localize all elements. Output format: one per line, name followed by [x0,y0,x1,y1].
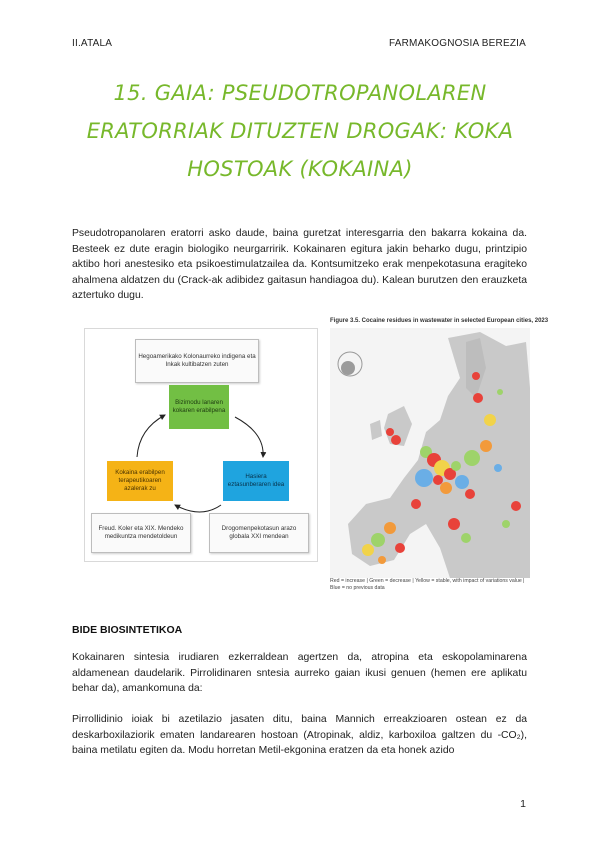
city-bubble [433,475,443,485]
city-bubble [448,518,460,530]
intro-paragraph: Pseudotropanolaren eratorri asko daude, baina guretzat interesgarria den bakarra kokaina da. Besteek ez dute eragin biologiko neurgarririk. Kokainaren egitura jakin beharko dugu, printzipio aktibo hori anestesiko eta psikoestimulatzailea da. Kontsumitzeko erak menpekotasuna eragiteko ahalmena aldatzen du (Crack-ak adibidez gaitasun handiagoa du). Kalean burutzen den erauzketa aztertuko dugu. [72,228,527,302]
diagram-box-right: Hasiera eztasunberaren idea [223,461,289,501]
arrow-center-to-right [235,417,263,457]
size-key-small [341,361,355,375]
title-line-2: ERATORRIAK DITUZTEN DROGAK: KOKA [86,119,514,143]
map-caption: Figure 3.5. Cocaine residues in wastewater in selected European cities, 2023 [330,318,549,324]
city-bubble [461,533,471,543]
city-bubble [473,393,483,403]
arrow-right-to-left [175,505,221,512]
diagram-box-center: Bizimodu lanaren kokaren erabilpena [169,385,229,429]
city-bubble [386,428,394,436]
city-bubble [497,389,503,395]
header-right: FARMAKOGNOSIA BEREZIA [388,38,526,49]
city-bubble [384,522,396,534]
map-svg [330,328,530,578]
city-bubble [451,461,461,471]
city-bubble [480,440,492,452]
city-bubble [415,469,433,487]
city-bubble [371,533,385,547]
section-title: BIDE BIOSINTETIKOA [72,624,183,636]
diagram-box-top: Hegoamerikako Kolonaurreko indigena eta Inkak kultibatzen zuten [135,339,259,383]
cocaine-history-diagram [84,328,318,562]
city-bubble [484,414,496,426]
europe-cocaine-map [330,318,549,598]
city-bubble [455,475,469,489]
page-title [60,74,540,188]
paragraph-2: Pirrollidinio ioiak bi azetilazio jasaten ditu, baina Mannich erreakzioaren ostean ez da deskarboxilaziorik ematen landarearen hostoan (Atropinak, aldiz, karboxiloa galtzen du -CO₂), baina metilatu egiten da. Modu horretan Metil-ekgonina eratzen da eta honek azido [72,714,527,757]
diagram-box-left: Kokaina erabilpen terapeutikoaren azalerak zu [107,461,173,501]
title-line-1: 15. GAIA: PSEUDOTROPANOLAREN [113,81,487,105]
header-left: II.ATALA [72,38,113,49]
city-bubble [395,543,405,553]
arrow-left-to-center [137,415,165,457]
city-bubble [494,464,502,472]
city-bubble [378,556,386,564]
title-line-3: HOSTOAK (KOKAINA) [187,157,413,181]
paragraph-1: Kokainaren sintesia irudiaren ezkerraldean agertzen da, atropina eta eskopolaminarena aldamenean daudelarik. Pirrolidinaren sntesia aurreko gaian ikusi genuen (hemen ere aplikatu behar da), amankomuna da: [72,652,527,695]
city-bubble [502,520,510,528]
city-bubble [411,499,421,509]
diagram-box-bottom-left: Freud. Koler eta XIX. Mendeko medikuntza mendetoldeun [91,513,191,553]
map-legend: Red = increase | Green = decrease | Yellow = stable, with impact of variations value | Blue = no previous data [330,578,525,591]
city-bubble [464,450,480,466]
city-bubble [472,372,480,380]
page-number: 1 [520,798,526,810]
city-bubble [465,489,475,499]
city-bubble [391,435,401,445]
city-bubble [511,501,521,511]
city-bubble [362,544,374,556]
diagram-cycle-arrows [85,329,317,561]
city-bubble [440,482,452,494]
diagram-box-bottom-right: Drogomenpekotasun arazo globala XXI mendean [209,513,309,553]
